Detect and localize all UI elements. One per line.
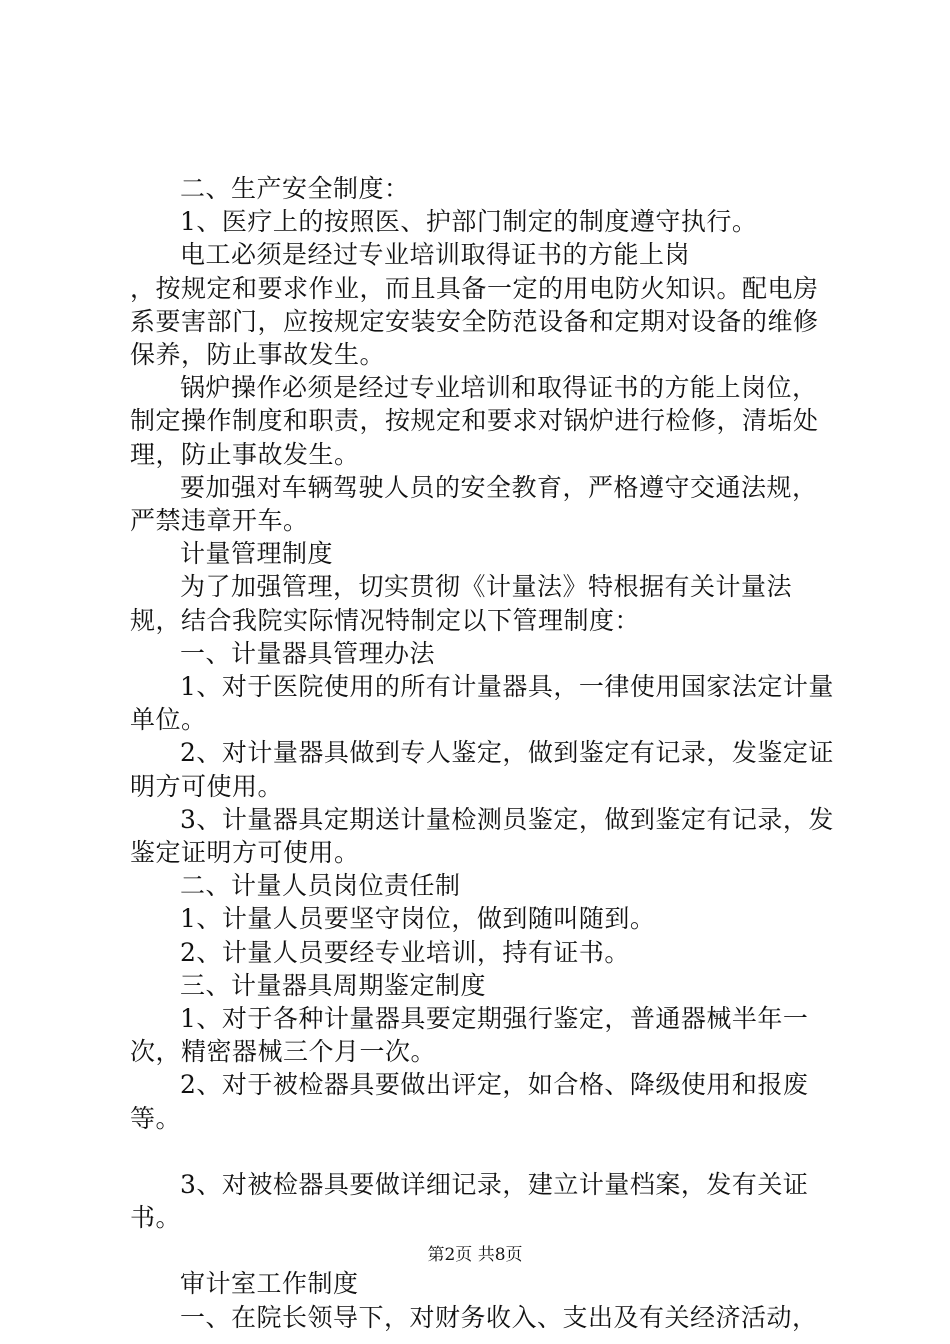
paragraph: 为了加强管理，切实贯彻《计量法》特根据有关计量法规，结合我院实际情况特制定以下管理制度： bbox=[130, 572, 793, 635]
section-heading: 一、计量器具管理办法 bbox=[180, 638, 436, 668]
paragraph: 1、计量人员要坚守岗位，做到随叫随到。 bbox=[180, 904, 656, 934]
paragraph: 1、对于各种计量器具要定期强行鉴定，普通器械半年一次，精密器械三个月一次。 bbox=[130, 1004, 809, 1067]
paragraph: 2、计量人员要经专业培训，持有证书。 bbox=[180, 937, 630, 967]
paragraph: 要加强对车辆驾驶人员的安全教育，严格遵守交通法规，严禁违章开车。 bbox=[130, 472, 818, 536]
document-body bbox=[130, 172, 836, 1334]
paragraph: 3、计量器具定期送计量检测员鉴定，做到鉴定有记录，发鉴定证明方可使用。 bbox=[130, 804, 834, 868]
section-heading: 二、计量人员岗位责任制 bbox=[180, 871, 461, 901]
page-footer bbox=[0, 1243, 950, 1267]
paragraph: 电工必须是经过专业培训取得证书的方能上岗 bbox=[180, 240, 691, 270]
section-heading: 二、生产安全制度： bbox=[180, 174, 410, 203]
section-heading: 审计室工作制度 bbox=[180, 1269, 359, 1299]
section-heading: 计量管理制度 bbox=[180, 539, 334, 569]
paragraph: 锅炉操作必须是经过专业培训和取得证书的方能上岗位，制定操作制度和职责，按规定和要求对锅炉进行检修，清垢处理，防止事故发生。 bbox=[130, 373, 819, 469]
paragraph: ，按规定和要求作业，而且具备一定的用电防火知识。配电房系要害部门，应按规定安装安全防范设备和定期对设备的维修保养，防止事故发生。 bbox=[130, 273, 819, 370]
paragraph: 一、在院长领导下，对财务收入、支出及有关经济活动， bbox=[180, 1302, 818, 1332]
paragraph: 2、对计量器具做到专人鉴定，做到鉴定有记录，发鉴定证明方可使用。 bbox=[130, 738, 834, 801]
section-heading: 三、计量器具周期鉴定制度 bbox=[180, 970, 487, 1000]
paragraph: 2、对于被检器具要做出评定，如合格、降级使用和报废等。 bbox=[130, 1070, 809, 1133]
paragraph: 1、医疗上的按照医、护部门制定的制度遵守执行。 bbox=[180, 207, 758, 237]
page-number: 第2页 共8页 bbox=[427, 1245, 523, 1265]
paragraph: 1、对于医院使用的所有计量器具，一律使用国家法定计量单位。 bbox=[130, 672, 834, 735]
paragraph: 3、对被检器具要做详细记录，建立计量档案，发有关证书。 bbox=[130, 1169, 809, 1233]
